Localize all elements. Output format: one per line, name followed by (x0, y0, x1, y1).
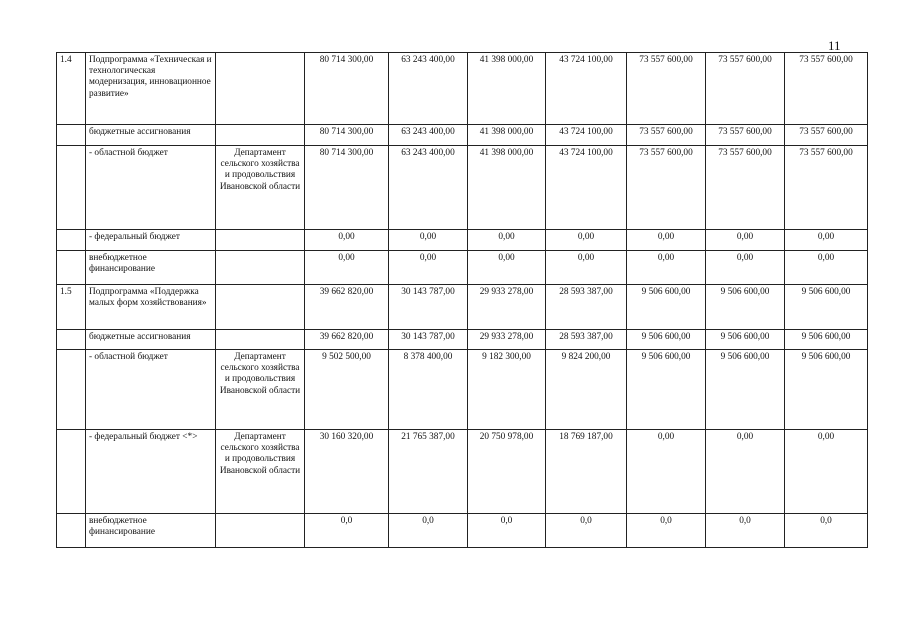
value-cell: 41 398 000,00 (468, 146, 546, 230)
value-cell: 0,00 (706, 251, 785, 285)
row-name: - федеральный бюджет <*> (86, 430, 216, 514)
value-cell: 30 143 787,00 (389, 285, 468, 330)
value-cell: 43 724 100,00 (546, 53, 627, 125)
table-row (57, 230, 868, 251)
table-row (57, 125, 868, 146)
table-row (57, 430, 868, 514)
table-row (57, 350, 868, 430)
value-cell: 80 714 300,00 (305, 53, 389, 125)
table-row (57, 53, 868, 125)
value-cell: 73 557 600,00 (627, 53, 706, 125)
row-name: внебюджетное финансирование (86, 514, 216, 548)
value-cell: 18 769 187,00 (546, 430, 627, 514)
row-number: 1.5 (57, 285, 86, 330)
value-cell: 43 724 100,00 (546, 146, 627, 230)
executor-cell (216, 125, 305, 146)
value-cell: 0,00 (305, 230, 389, 251)
executor-cell (216, 330, 305, 350)
row-number (57, 251, 86, 285)
value-cell: 73 557 600,00 (785, 146, 868, 230)
value-cell: 73 557 600,00 (706, 53, 785, 125)
value-cell: 0,00 (706, 230, 785, 251)
value-cell: 0,0 (627, 514, 706, 548)
value-cell: 0,00 (785, 230, 868, 251)
executor-cell (216, 514, 305, 548)
row-name: бюджетные ассигнования (86, 125, 216, 146)
row-name: - федеральный бюджет (86, 230, 216, 251)
row-name: - областной бюджет (86, 146, 216, 230)
row-number: 1.4 (57, 53, 86, 125)
value-cell: 0,0 (468, 514, 546, 548)
executor-cell (216, 230, 305, 251)
value-cell: 30 160 320,00 (305, 430, 389, 514)
value-cell: 9 182 300,00 (468, 350, 546, 430)
value-cell: 0,00 (305, 251, 389, 285)
value-cell: 28 593 387,00 (546, 285, 627, 330)
row-number (57, 430, 86, 514)
row-number (57, 330, 86, 350)
value-cell: 73 557 600,00 (627, 125, 706, 146)
row-name: Подпрограмма «Поддержка малых форм хозяйствования» (86, 285, 216, 330)
value-cell: 0,00 (546, 230, 627, 251)
executor-cell (216, 53, 305, 125)
value-cell: 0,00 (627, 251, 706, 285)
value-cell: 0,00 (389, 230, 468, 251)
value-cell: 9 506 600,00 (785, 330, 868, 350)
value-cell: 0,00 (706, 430, 785, 514)
value-cell: 0,00 (468, 230, 546, 251)
value-cell: 9 502 500,00 (305, 350, 389, 430)
value-cell: 80 714 300,00 (305, 125, 389, 146)
row-number (57, 125, 86, 146)
value-cell: 21 765 387,00 (389, 430, 468, 514)
value-cell: 9 506 600,00 (627, 330, 706, 350)
value-cell: 39 662 820,00 (305, 330, 389, 350)
executor-cell (216, 251, 305, 285)
value-cell: 0,0 (389, 514, 468, 548)
value-cell: 8 378 400,00 (389, 350, 468, 430)
row-number (57, 146, 86, 230)
value-cell: 9 506 600,00 (706, 285, 785, 330)
value-cell: 0,00 (389, 251, 468, 285)
page-number: 11 (828, 38, 841, 53)
value-cell: 0,00 (627, 230, 706, 251)
value-cell: 41 398 000,00 (468, 53, 546, 125)
value-cell: 20 750 978,00 (468, 430, 546, 514)
value-cell: 9 824 200,00 (546, 350, 627, 430)
value-cell: 41 398 000,00 (468, 125, 546, 146)
value-cell: 9 506 600,00 (706, 350, 785, 430)
value-cell: 0,00 (546, 251, 627, 285)
value-cell: 9 506 600,00 (706, 330, 785, 350)
value-cell: 73 557 600,00 (785, 125, 868, 146)
value-cell: 0,0 (785, 514, 868, 548)
row-number (57, 230, 86, 251)
value-cell: 28 593 387,00 (546, 330, 627, 350)
row-number (57, 514, 86, 548)
value-cell: 29 933 278,00 (468, 285, 546, 330)
value-cell: 0,00 (785, 430, 868, 514)
value-cell: 39 662 820,00 (305, 285, 389, 330)
table-row (57, 285, 868, 330)
executor-cell: Департамент сельского хозяйства и продовольствия Ивановской области (216, 350, 305, 430)
executor-cell (216, 285, 305, 330)
row-name: внебюджетное финансирование (86, 251, 216, 285)
budget-table (56, 52, 868, 548)
value-cell: 0,0 (706, 514, 785, 548)
executor-cell: Департамент сельского хозяйства и продовольствия Ивановской области (216, 146, 305, 230)
value-cell: 9 506 600,00 (627, 285, 706, 330)
value-cell: 63 243 400,00 (389, 53, 468, 125)
value-cell: 9 506 600,00 (785, 285, 868, 330)
value-cell: 73 557 600,00 (706, 146, 785, 230)
value-cell: 73 557 600,00 (627, 146, 706, 230)
table-row (57, 146, 868, 230)
value-cell: 63 243 400,00 (389, 125, 468, 146)
value-cell: 80 714 300,00 (305, 146, 389, 230)
value-cell: 43 724 100,00 (546, 125, 627, 146)
value-cell: 9 506 600,00 (785, 350, 868, 430)
row-number (57, 350, 86, 430)
executor-cell: Департамент сельского хозяйства и продовольствия Ивановской области (216, 430, 305, 514)
row-name: бюджетные ассигнования (86, 330, 216, 350)
value-cell: 0,0 (305, 514, 389, 548)
table-row (57, 251, 868, 285)
row-name: Подпрограмма «Техническая и технологическая модернизация, инновационное развитие» (86, 53, 216, 125)
value-cell: 0,00 (627, 430, 706, 514)
value-cell: 0,0 (546, 514, 627, 548)
value-cell: 9 506 600,00 (627, 350, 706, 430)
table-row (57, 514, 868, 548)
value-cell: 0,00 (468, 251, 546, 285)
row-name: - областной бюджет (86, 350, 216, 430)
value-cell: 73 557 600,00 (785, 53, 868, 125)
table-row (57, 330, 868, 350)
value-cell: 29 933 278,00 (468, 330, 546, 350)
value-cell: 73 557 600,00 (706, 125, 785, 146)
value-cell: 0,00 (785, 251, 868, 285)
value-cell: 30 143 787,00 (389, 330, 468, 350)
value-cell: 63 243 400,00 (389, 146, 468, 230)
